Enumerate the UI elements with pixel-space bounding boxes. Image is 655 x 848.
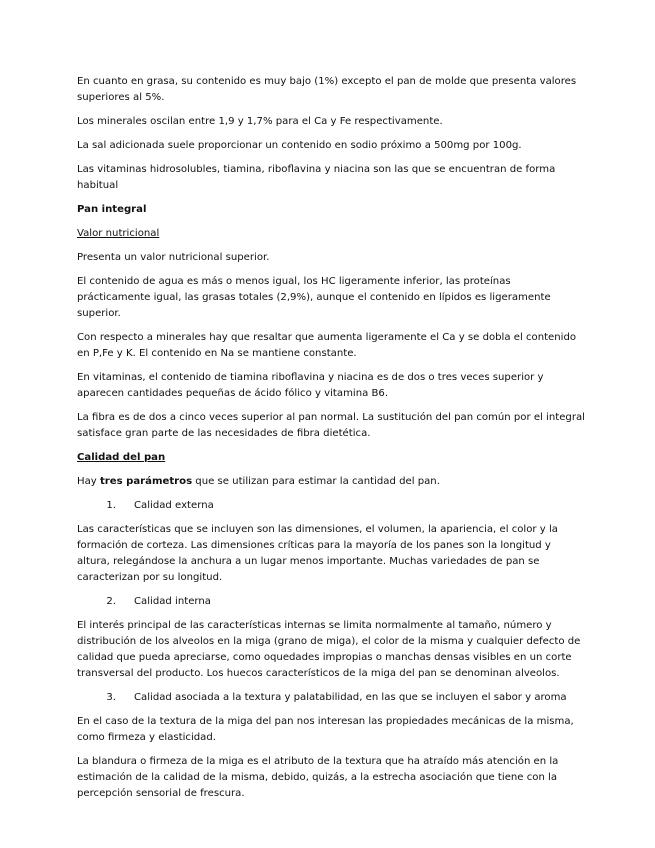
paragraph-vitamins: Las vitaminas hidrosolubles, tiamina, riboflavina y niacina son las que se encuentran de forma habitual [77, 164, 556, 191]
list-item-label: Calidad interna [134, 596, 211, 607]
heading-calidad-del-pan: Calidad del pan [77, 452, 166, 463]
list-item-calidad-textura [77, 690, 585, 706]
list-number: 1. [106, 500, 116, 511]
list-item-label: Calidad asociada a la textura y palatabilidad, en las que se incluyen el sabor y aroma [134, 692, 567, 703]
list-number: 2. [106, 596, 116, 607]
list-number: 3. [106, 692, 116, 703]
list-item-label: Calidad externa [134, 500, 214, 511]
parameters-emphasis: tres parámetros [99, 476, 193, 487]
paragraph-nutritional-value: Presenta un valor nutricional superior. [77, 252, 270, 263]
paragraph-salt: La sal adicionada suele proporcionar un contenido en sodio próximo a 500mg por 100g. [77, 140, 522, 151]
paragraph-fat-content: En cuanto en grasa, su contenido es muy bajo (1%) excepto el pan de molde que presenta valores superiores al 5%. [77, 76, 577, 103]
paragraph-water-content: El contenido de agua es más o menos igual, los HC ligeramente inferior, las proteínas prácticamente igual, las grasas totales (2,9%), aunque el contenido en lípidos es ligeramente superior. [77, 276, 551, 319]
paragraph-internal-quality: El interés principal de las características internas se limita normalmente al tamaño, número y distribución de los alveolos en la miga (grano de miga), el color de la misma y cualquier defecto de calidad que pueda apreciarse, como oquedades impropias o manchas densas visibles en un corte transversal del producto. Los huecos característicos de la miga del pan se denominan alveolos. [77, 620, 581, 679]
heading-valor-nutricional: Valor nutricional [77, 228, 160, 239]
paragraph-parameters [77, 474, 585, 490]
paragraph-integral-vitamins: En vitaminas, el contenido de tiamina riboflavina y niacina es de dos o tres veces superior y aparecen cantidades pequeñas de ácido fólico y vitamina B6. [77, 372, 544, 399]
paragraph-firmness: La blandura o firmeza de la miga es el atributo de la textura que ha atraído más atención en la estimación de la calidad de la misma, debido, quizás, a la estrecha asociación que tiene con la percepción sensorial de frescura. [77, 756, 559, 799]
list-item-calidad-interna [77, 594, 585, 610]
paragraph-fiber: La fibra es de dos a cinco veces superior al pan normal. La sustitución del pan común por el integral satisface gran parte de las necesidades de fibra dietética. [77, 412, 585, 439]
parameters-intro: Hay [77, 476, 100, 487]
list-item-calidad-externa [77, 498, 585, 514]
paragraph-integral-minerals: Con respecto a minerales hay que resaltar que aumenta ligeramente el Ca y se dobla el contenido en P,Fe y K. El contenido en Na se mantiene constante. [77, 332, 577, 359]
paragraph-minerals: Los minerales oscilan entre 1,9 y 1,7% para el Ca y Fe respectivamente. [77, 116, 443, 127]
paragraph-texture: En el caso de la textura de la miga del pan nos interesan las propiedades mecánicas de la misma, como firmeza y elasticidad. [77, 716, 574, 743]
parameters-rest: que se utilizan para estimar la cantidad del pan. [192, 476, 440, 487]
heading-pan-integral: Pan integral [77, 204, 147, 215]
paragraph-external-quality: Las características que se incluyen son las dimensiones, el volumen, la apariencia, el color y la formación de corteza. Las dimensiones críticas para la mayoría de los panes son la longitud y altura, relegándose la anchura a un lugar menos importante. Muchas variedades de pan se caracterizan por su longitud. [77, 524, 558, 583]
